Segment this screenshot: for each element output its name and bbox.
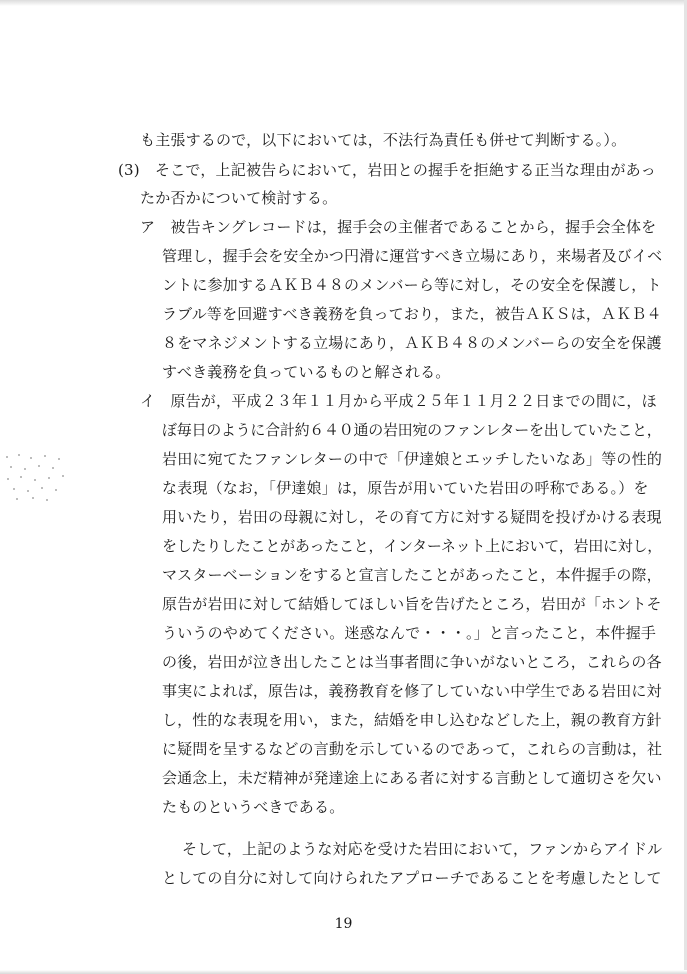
text-line: ８をマネジメントする立場にあり，ＡＫＢ４８のメンバーらの安全を保護 — [162, 334, 662, 352]
text-line: 会通念上，未だ精神が発達途上にある者に対する言動として適切さを欠い — [162, 769, 662, 787]
text-line: 岩田に宛てたファンレターの中で「伊達娘とエッチしたいなあ」等の性的 — [162, 450, 663, 468]
item-a-line: ア 被告キングレコードは，握手会の主催者であることから，握手会全体を — [140, 218, 657, 236]
text-line: ぼ毎日のように合計約６４０通の岩田宛のファンレターを出していたこと， — [162, 421, 662, 439]
text-line: マスターベーションをすると宣言したことがあったこと，本件握手の際， — [162, 566, 662, 584]
text-line: 用いたり，岩田の母親に対し，その育て方に対する疑問を投げかける表現 — [162, 508, 662, 526]
text-line: し，性的な表現を用い，また，結婚を申し込むなどした上，親の教育方針 — [162, 711, 662, 729]
paragraph-start-line: そして，上記のような対応を受けた岩田において，ファンからアイドル — [182, 840, 663, 858]
page-edge-top — [0, 0, 687, 6]
text-line: の後，岩田が泣き出したことは当事者間に争いがないところ，これらの各 — [162, 653, 662, 671]
section-heading-3: (3) そこで，上記被告らにおいて，岩田との握手を拒絶する正当な理由があっ — [118, 161, 656, 179]
item-i-line: イ 原告が，平成２３年１１月から平成２５年１１月２２日までの間に，ほ — [140, 392, 657, 410]
text-line: 原告が岩田に対して結婚してほしい旨を告げたところ，岩田が「ホントそ — [162, 595, 662, 613]
text-line: な表現（なお，「伊達娘」は，原告が用いていた岩田の呼称である。）を — [162, 479, 649, 497]
text-line: に疑問を呈するなどの言動を示しているのであって，これらの言動は，社 — [162, 740, 663, 758]
text-line: 管理し，握手会を安全かつ円滑に運営すべき立場にあり，来場者及びイベ — [162, 247, 663, 265]
text-line: たものというべきである。 — [162, 798, 345, 816]
text-line: 事実によれば，原告は，義務教育を修了していない中学生である岩田に対 — [162, 682, 662, 700]
text-line: ントに参加するＡＫＢ４８のメンバーら等に対し，その安全を保護し，ト — [162, 276, 662, 294]
text-line: たか否かについて検討する。 — [140, 189, 338, 207]
binding-hole-marks — [4, 452, 68, 502]
text-line: も主張するので，以下においては，不法行為責任も併せて判断する。）。 — [140, 131, 627, 149]
page-edge-bottom — [0, 970, 687, 974]
text-line: ういうのやめてください。迷惑なんで・・・。」と言ったこと，本件握手 — [162, 624, 657, 642]
text-line: すべき義務を負っているものと解される。 — [162, 363, 451, 381]
text-line: としての自分に対して向けられたアプローチであることを考慮したとして — [162, 869, 662, 887]
page-number: 19 — [334, 916, 353, 932]
text-line: をしたりしたことがあったこと，インターネット上において，岩田に対し， — [162, 537, 663, 555]
text-line: ラブル等を回避すべき義務を負っており，また，被告ＡＫＳは，ＡＫＢ４ — [162, 305, 662, 323]
